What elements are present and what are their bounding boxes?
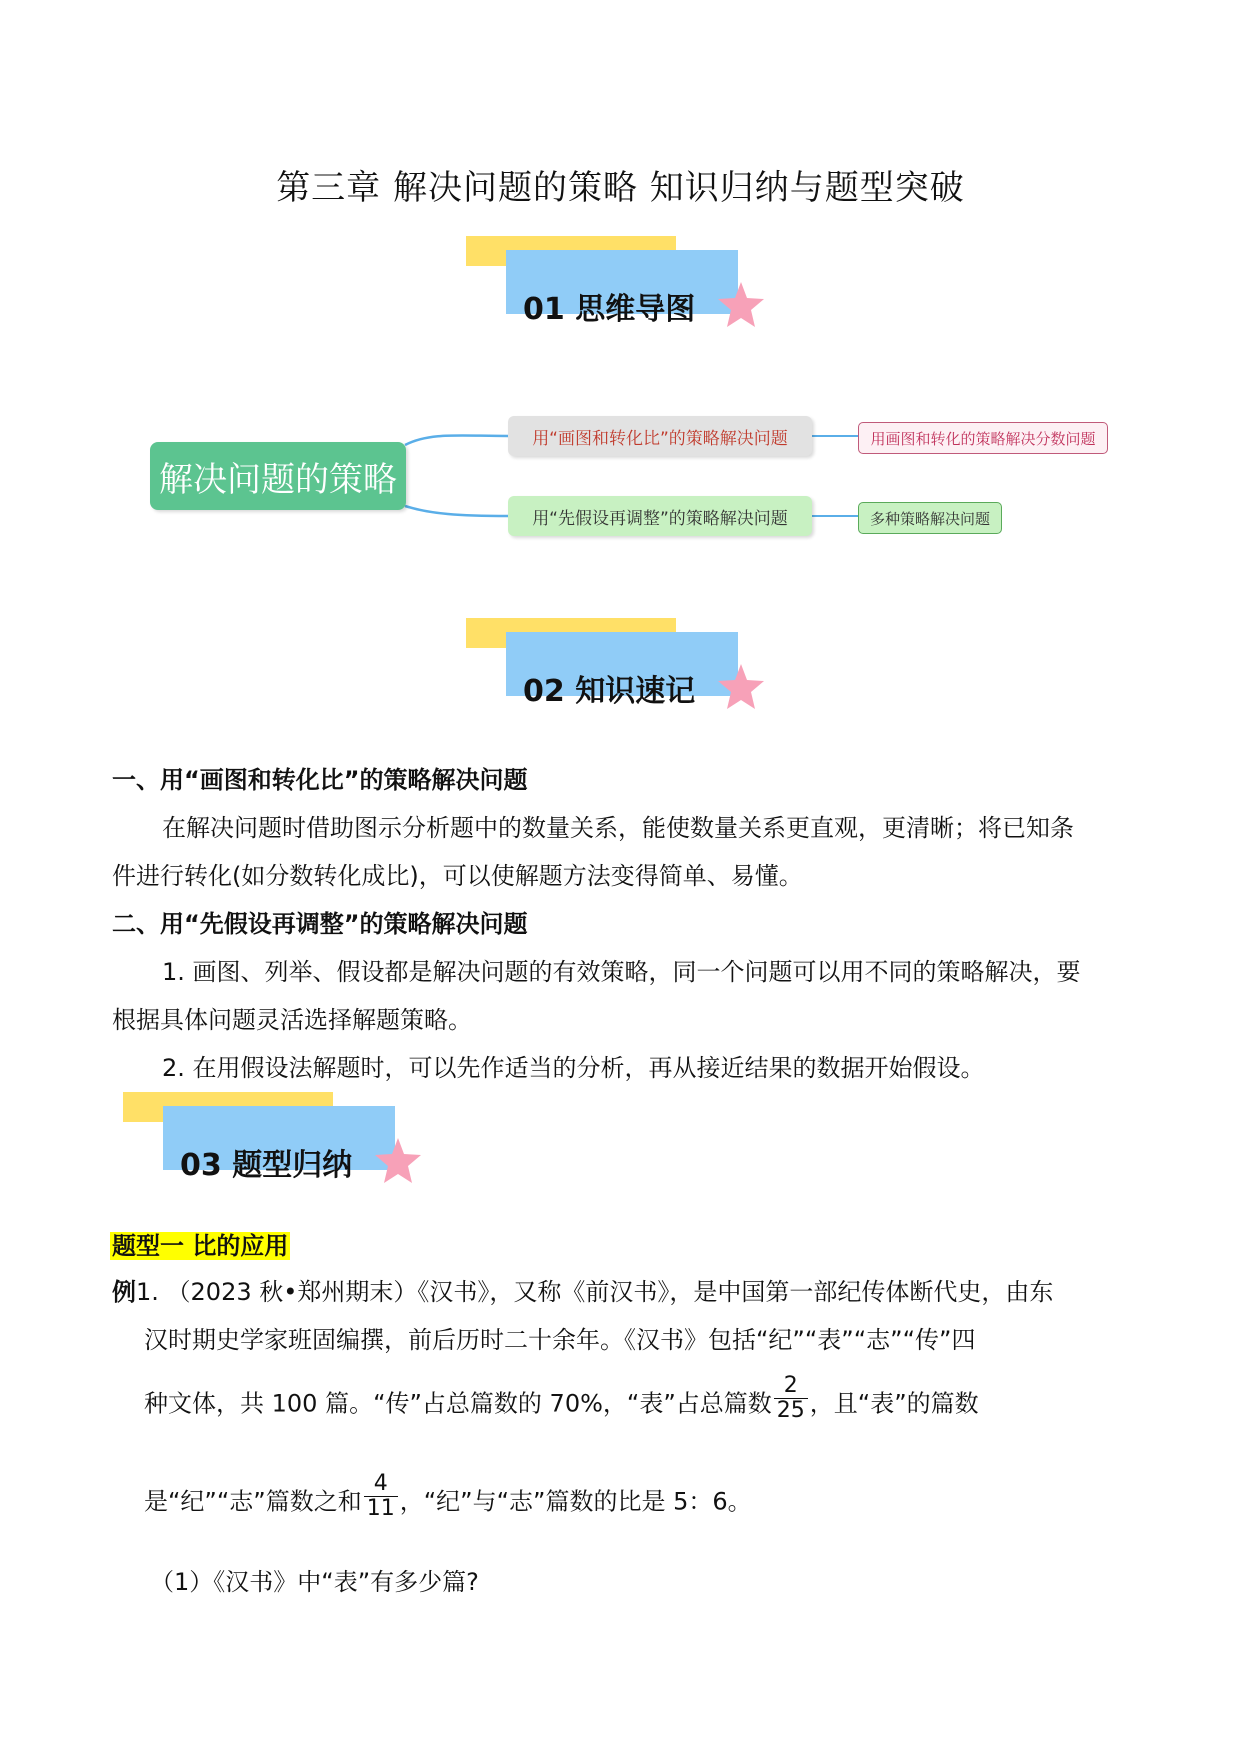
example-line-2: 汉时期史学家班固编撰，前后历时二十余年。《汉书》包括“纪”“表”“志”“传”四 [144,1326,976,1354]
mindmap-branch-2: 用“先假设再调整”的策略解决问题 [508,496,812,536]
knowledge-heading-1: 一、用“画图和转化比”的策略解决问题 [112,766,528,794]
example-label: 例 [112,1278,136,1306]
fraction-4-11 [364,1472,398,1521]
mindmap-branch-2-child: 多种策略解决问题 [858,502,1002,534]
question-1: （1）《汉书》中“表”有多少篇? [150,1568,479,1596]
example-text-3b: ，且“表”的篇数 [809,1389,979,1418]
mindmap-root: 解决问题的策略 [150,442,406,510]
example-line-4 [144,1471,752,1527]
knowledge-heading-2: 二、用“先假设再调整”的策略解决问题 [112,910,528,938]
knowledge-paragraph-1-line-1: 在解决问题时借助图示分析题中的数量关系，能使数量关系更直观，更清晰；将已知条 [162,814,1074,842]
section-header-types [123,1092,423,1192]
knowledge-paragraph-3: 2. 在用假设法解题时，可以先作适当的分析，再从接近结果的数据开始假设。 [162,1054,985,1082]
fraction-numerator: 2 [783,1373,798,1398]
star-icon [716,662,766,712]
knowledge-paragraph-1-line-2: 件进行转化(如分数转化成比)，可以使解题方法变得简单、易懂。 [112,862,803,890]
example-text-1: 1. （2023 秋•郑州期末）《汉书》，又称《前汉书》，是中国第一部纪传体断代史，由东 [136,1278,1054,1306]
knowledge-paragraph-2-line-1: 1. 画图、列举、假设都是解决问题的有效策略，同一个问题可以用不同的策略解决，要 [162,958,1081,986]
example-text-4b: ，“纪”与“志”篇数的比是 5：6。 [399,1487,752,1516]
section-header-knowledge [466,618,766,718]
fraction-denominator: 25 [774,1398,808,1423]
problem-type-label: 题型一 比的应用 [112,1232,289,1260]
fraction-numerator: 4 [373,1471,388,1496]
section-label: 01 思维导图 [523,292,696,327]
knowledge-paragraph-2-line-2: 根据具体问题灵活选择解题策略。 [112,1006,472,1034]
section-label: 03 题型归纳 [180,1148,353,1183]
example-line-1 [112,1272,1053,1307]
page-title: 第三章 解决问题的策略 知识归纳与题型突破 [276,168,965,208]
mindmap-branch-1: 用“画图和转化比”的策略解决问题 [508,416,812,456]
star-icon [373,1136,423,1186]
section-label: 02 知识速记 [523,674,696,709]
fraction-denominator: 11 [364,1496,398,1521]
example-text-4a: 是“纪”“志”篇数之和 [144,1487,362,1516]
mindmap-branch-1-child: 用画图和转化的策略解决分数问题 [858,422,1108,454]
problem-type-heading [110,1226,290,1261]
fraction-2-25 [774,1374,808,1423]
example-line-3 [144,1373,979,1429]
example-text-3a: 种文体，共 100 篇。“传”占总篇数的 70%，“表”占总篇数 [144,1389,772,1418]
